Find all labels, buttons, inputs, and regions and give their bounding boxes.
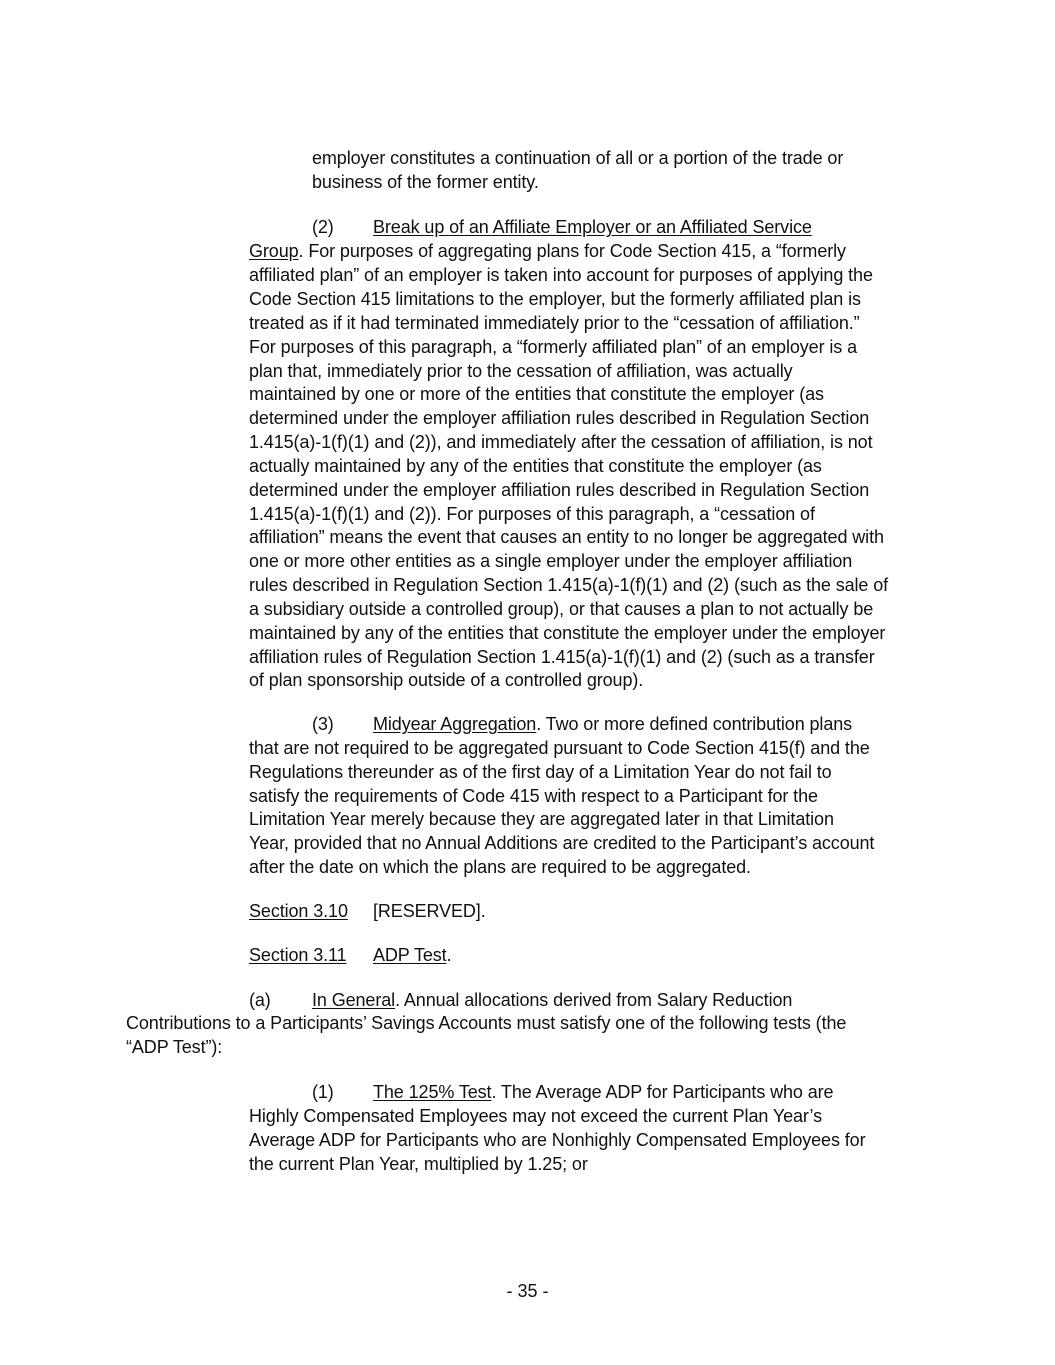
- in-general-line: “ADP Test”):: [126, 1037, 223, 1057]
- test-125-line: Average ADP for Participants who are Nonhighly Compensated Employees for: [249, 1130, 866, 1150]
- break-up-line: determined under the employer affiliation rules described in Regulation Section: [249, 480, 870, 500]
- in-general-after-heading: . Annual allocations derived from Salary Reduction: [395, 990, 793, 1010]
- midyear-line: after the date on which the plans are required to be aggregated.: [249, 857, 751, 877]
- break-up-line: determined under the employer affiliation rules described in Regulation Section: [249, 408, 870, 428]
- midyear-line: satisfy the requirements of Code 415 with respect to a Participant for the: [249, 786, 818, 806]
- break-up-line: treated as if it had terminated immediately prior to the “cessation of affiliation.”: [249, 313, 860, 333]
- break-up-after-heading: . For purposes of aggregating plans for Code Section 415, a “formerly: [298, 241, 846, 261]
- midyear-line: that are not required to be aggregated pursuant to Code Section 415(f) and the: [249, 738, 870, 758]
- break-up-line: plan that, immediately prior to the cessation of affiliation, was actually: [249, 361, 793, 381]
- test-125-after-heading: . The Average ADP for Participants who are: [491, 1082, 834, 1102]
- section-3-11-title: ADP Test: [373, 945, 447, 965]
- break-up-line: 1.415(a)-1(f)(1) and (2)), and immediately after the cessation of affiliation, is not: [249, 432, 873, 452]
- section-3-11-heading: [373, 943, 451, 967]
- break-up-line: 1.415(a)-1(f)(1) and (2)). For purposes of this paragraph, a “cessation of: [249, 504, 815, 524]
- midyear-line: Regulations thereunder as of the first day of a Limitation Year do not fail to: [249, 762, 832, 782]
- midyear-line: Limitation Year merely because they are aggregated later in that Limitation: [249, 809, 834, 829]
- break-up-line: Code Section 415 limitations to the employer, but the formerly affiliated plan is: [249, 289, 861, 309]
- intro-line: business of the former entity.: [312, 172, 539, 192]
- section-3-11-label: Section 3.11: [249, 945, 347, 965]
- break-up-line: a subsidiary outside a controlled group), or that causes a plan to not actually be: [249, 599, 874, 619]
- intro-line: employer constitutes a continuation of all or a portion of the trade or: [312, 148, 844, 168]
- break-up-line: affiliated plan” of an employer is taken into account for purposes of applying the: [249, 265, 873, 285]
- break-up-heading: Break up of an Affiliate Employer or an Affiliated Service: [373, 217, 812, 237]
- test-125-line: Highly Compensated Employees may not exceed the current Plan Year’s: [249, 1106, 822, 1126]
- midyear-first-line: [373, 712, 852, 736]
- in-general-heading: In General: [312, 990, 396, 1010]
- break-up-line: one or more other entities as a single employer under the employer affiliation: [249, 551, 853, 571]
- in-general-first-line: [312, 988, 792, 1012]
- section-3-10-label: Section 3.10: [249, 901, 348, 921]
- midyear-after-heading: . Two or more defined contribution plans: [536, 714, 853, 734]
- midyear-heading: Midyear Aggregation: [373, 714, 537, 734]
- break-up-line: affiliation rules of Regulation Section 1.415(a)-1(f)(1) and (2) (such as a transfer: [249, 647, 875, 667]
- section-3-10-title: [RESERVED].: [373, 901, 486, 921]
- paragraph-number: (2): [312, 217, 334, 237]
- break-up-line: of plan sponsorship outside of a controlled group).: [249, 670, 644, 690]
- test-125-first-line: [373, 1080, 833, 1104]
- break-up-line: actually maintained by any of the entities that constitute the employer (as: [249, 456, 822, 476]
- break-up-line: For purposes of this paragraph, a “formerly affiliated plan” of an employer is a: [249, 337, 857, 357]
- in-general-line: Contributions to a Participants’ Savings Accounts must satisfy one of the following tests (the: [126, 1013, 847, 1033]
- paragraph-number: (3): [312, 714, 334, 734]
- break-up-line: maintained by one or more of the entities that constitute the employer (as: [249, 384, 824, 404]
- paragraph-number: (1): [312, 1082, 334, 1102]
- break-up-line: rules described in Regulation Section 1.415(a)-1(f)(1) and (2) (such as the sale of: [249, 575, 889, 595]
- paragraph-number: (a): [249, 990, 271, 1010]
- test-125-line: the current Plan Year, multiplied by 1.25; or: [249, 1154, 588, 1174]
- midyear-line: Year, provided that no Annual Additions are credited to the Participant’s account: [249, 833, 875, 853]
- break-up-line: maintained by any of the entities that constitute the employer under the employer: [249, 623, 886, 643]
- test-125-heading: The 125% Test: [373, 1082, 492, 1102]
- break-up-heading-continued: Group: [249, 241, 299, 261]
- break-up-line: affiliation” means the event that causes an entity to no longer be aggregated with: [249, 527, 884, 547]
- section-3-11-period: .: [446, 945, 452, 965]
- page-number: - 35 -: [506, 1281, 549, 1301]
- break-up-first-line: [249, 239, 846, 263]
